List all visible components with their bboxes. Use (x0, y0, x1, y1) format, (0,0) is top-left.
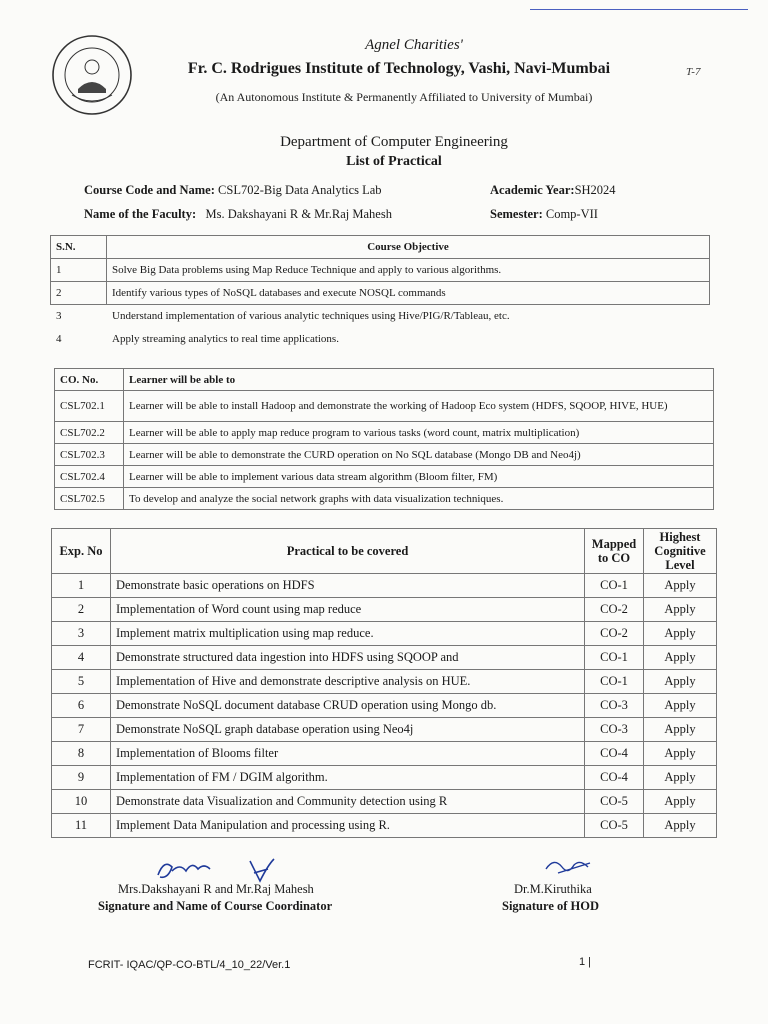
objective-sn: 2 (51, 282, 107, 305)
practical-text: Implement matrix multiplication using map reduce. (111, 622, 585, 646)
practical-text: Implementation of FM / DGIM algorithm. (111, 766, 585, 790)
exp-no: 3 (52, 622, 111, 646)
cognitive-level: Apply (644, 814, 717, 838)
page-number: 1 | (579, 956, 592, 968)
practicals-table (51, 528, 717, 838)
table-header-row (51, 236, 710, 259)
cognitive-level: Apply (644, 622, 717, 646)
exp-no: 10 (52, 790, 111, 814)
co-text: Learner will be able to install Hadoop and demonstrate the working of Hadoop Eco system (HDFS, SQOOP, HIVE, HUE) (124, 391, 714, 422)
year-label: Academic Year: (490, 183, 575, 197)
practical-text: Implement Data Manipulation and processing using R. (111, 814, 585, 838)
exp-no-header: Exp. No (52, 529, 111, 574)
co-text: Learner will be able to apply map reduce program to various tasks (word count, matrix multiplication) (124, 422, 714, 444)
table-row (55, 466, 714, 488)
table-row (52, 646, 717, 670)
exp-no: 4 (52, 646, 111, 670)
co-number: CSL702.5 (55, 488, 124, 510)
year-value: SH2024 (574, 183, 616, 197)
course-outcomes-table (54, 368, 714, 510)
table-row (51, 282, 710, 305)
affiliation-note: (An Autonomous Institute & Permanently Affiliated to University of Mumbai) (215, 90, 593, 104)
cognitive-level: Apply (644, 598, 717, 622)
co-number: CSL702.3 (55, 444, 124, 466)
learner-header: Learner will be able to (124, 369, 714, 391)
table-row (52, 622, 717, 646)
objective-text: Solve Big Data problems using Map Reduce Technique and apply to various algorithms. (107, 259, 710, 282)
practical-text: Demonstrate data Visualization and Community detection using R (111, 790, 585, 814)
co-text: Learner will be able to demonstrate the CURD operation on No SQL database (Mongo DB and Neo4j) (124, 444, 714, 466)
objective-text: Apply streaming analytics to real time applications. (112, 333, 339, 345)
co-number: CSL702.4 (55, 466, 124, 488)
mapped-co: CO-1 (585, 646, 644, 670)
charities-heading: Agnel Charities' (365, 37, 463, 53)
department-name: Department of Computer Engineering (280, 134, 508, 150)
document-code: FCRIT- IQAC/QP-CO-BTL/4_10_22/Ver.1 (88, 959, 291, 971)
mapped-co: CO-4 (585, 742, 644, 766)
table-row (52, 814, 717, 838)
mapped-co: CO-2 (585, 622, 644, 646)
cognitive-level: Apply (644, 646, 717, 670)
practical-text: Demonstrate structured data ingestion into HDFS using SQOOP and (111, 646, 585, 670)
course-value: CSL702-Big Data Analytics Lab (218, 183, 382, 197)
cognitive-level: Apply (644, 742, 717, 766)
table-row (55, 422, 714, 444)
objective-sn: 3 (56, 310, 62, 322)
practical-header: Practical to be covered (111, 529, 585, 574)
exp-no: 1 (52, 574, 111, 598)
exp-no: 2 (52, 598, 111, 622)
cognitive-level: Apply (644, 790, 717, 814)
semester-label: Semester: (490, 207, 543, 221)
objective-text: Understand implementation of various analytic techniques using Hive/PIG/R/Tableau, etc. (112, 310, 510, 322)
table-row (52, 598, 717, 622)
practical-text: Implementation of Hive and demonstrate descriptive analysis on HUE. (111, 670, 585, 694)
mapped-co: CO-3 (585, 718, 644, 742)
cognitive-level: Apply (644, 574, 717, 598)
exp-no: 9 (52, 766, 111, 790)
faculty-line (84, 207, 392, 222)
table-row (55, 488, 714, 510)
mapped-co: CO-1 (585, 670, 644, 694)
table-row (51, 259, 710, 282)
practical-text: Demonstrate NoSQL graph database operation using Neo4j (111, 718, 585, 742)
practical-text: Demonstrate NoSQL document database CRUD operation using Mongo db. (111, 694, 585, 718)
course-code-line (84, 183, 382, 198)
objective-sn: 1 (51, 259, 107, 282)
exp-no: 11 (52, 814, 111, 838)
table-row (52, 718, 717, 742)
table-row (52, 670, 717, 694)
table-row (52, 790, 717, 814)
course-label: Course Code and Name: (84, 183, 215, 197)
hod-name: Dr.M.Kiruthika (514, 882, 592, 896)
mapped-co: CO-3 (585, 694, 644, 718)
practical-text: Demonstrate basic operations on HDFS (111, 574, 585, 598)
cognitive-level-header: Highest Cognitive Level (644, 529, 717, 574)
exp-no: 8 (52, 742, 111, 766)
co-text: Learner will be able to implement various data stream algorithm (Bloom filter, FM) (124, 466, 714, 488)
exp-no: 5 (52, 670, 111, 694)
faculty-label: Name of the Faculty: (84, 207, 197, 221)
objective-text: Identify various types of NoSQL databases and execute NOSQL commands (107, 282, 710, 305)
table-header-row (52, 529, 717, 574)
objective-header: Course Objective (107, 236, 710, 259)
co-no-header: CO. No. (55, 369, 124, 391)
cognitive-level: Apply (644, 766, 717, 790)
cognitive-level: Apply (644, 718, 717, 742)
mapped-co: CO-1 (585, 574, 644, 598)
semester-value: Comp-VII (545, 207, 598, 221)
hod-title: Signature of HOD (502, 899, 599, 913)
exp-no: 6 (52, 694, 111, 718)
cognitive-level: Apply (644, 694, 717, 718)
practical-text: Implementation of Blooms filter (111, 742, 585, 766)
objective-sn: 4 (56, 333, 62, 345)
mapped-co-header: Mapped to CO (585, 529, 644, 574)
table-row (52, 742, 717, 766)
table-row (52, 766, 717, 790)
page-id: T-7 (686, 66, 701, 78)
mapped-co: CO-5 (585, 790, 644, 814)
top-rule (530, 9, 748, 10)
table-row (55, 391, 714, 422)
coordinator-names: Mrs.Dakshayani R and Mr.Raj Mahesh (118, 882, 314, 896)
table-row (52, 574, 717, 598)
exp-no: 7 (52, 718, 111, 742)
academic-year-line (490, 183, 616, 198)
coordinator-title: Signature and Name of Course Coordinator (98, 899, 333, 913)
table-row (51, 305, 710, 328)
sn-header: S.N. (51, 236, 107, 259)
table-row (55, 444, 714, 466)
faculty-value: Ms. Dakshayani R & Mr.Raj Mahesh (205, 207, 392, 221)
hod-signature (540, 855, 600, 881)
mapped-co: CO-5 (585, 814, 644, 838)
practical-text: Implementation of Word count using map reduce (111, 598, 585, 622)
mapped-co: CO-4 (585, 766, 644, 790)
semester-line (490, 207, 598, 222)
table-row (52, 694, 717, 718)
co-number: CSL702.1 (55, 391, 124, 422)
institute-name: Fr. C. Rodrigues Institute of Technology, Vashi, Navi-Mumbai (187, 60, 611, 77)
course-objectives-table (50, 235, 710, 351)
co-number: CSL702.2 (55, 422, 124, 444)
list-title: List of Practical (346, 154, 442, 169)
mapped-co: CO-2 (585, 598, 644, 622)
co-text: To develop and analyze the social network graphs with data visualization techniques. (124, 488, 714, 510)
cognitive-level: Apply (644, 670, 717, 694)
table-header-row (55, 369, 714, 391)
table-row (51, 328, 710, 351)
